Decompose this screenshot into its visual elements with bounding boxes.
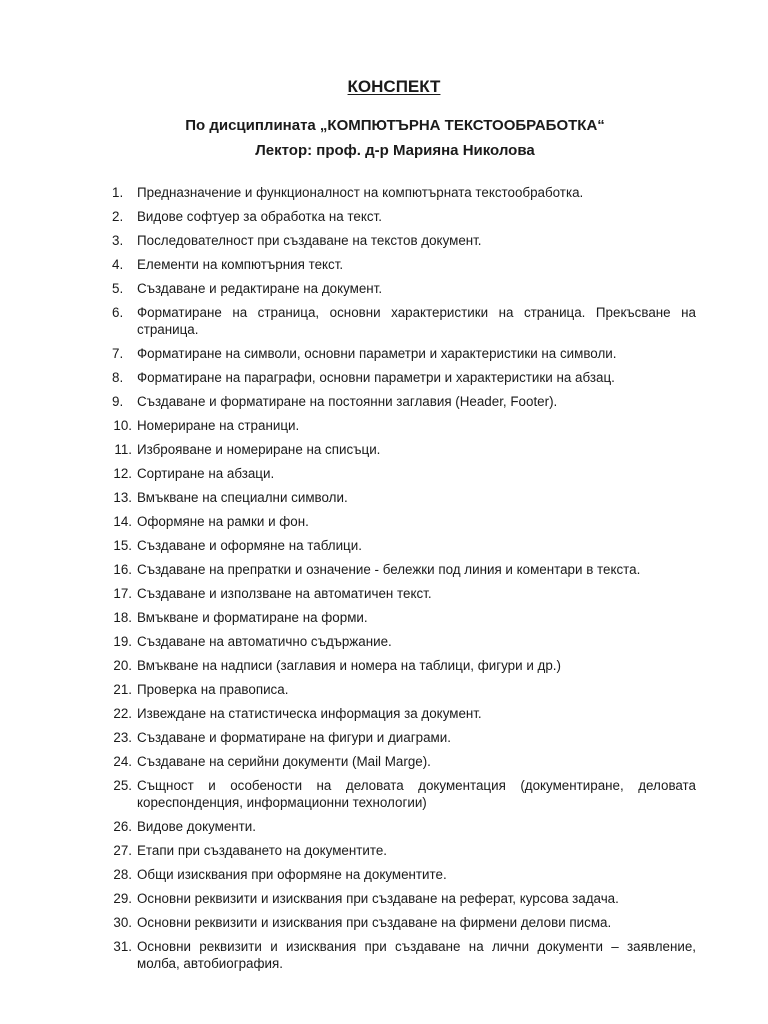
list-item — [0, 938, 768, 972]
list-item-text: Създаване и използване на автоматичен текст. — [137, 586, 432, 601]
list-item-number: 13. — [113, 490, 132, 505]
list-item-text: Общи изисквания при оформяне на документите. — [137, 867, 447, 882]
list-item — [0, 633, 768, 650]
list-item — [0, 842, 768, 859]
list-item — [0, 866, 768, 883]
list-item-number: 20. — [113, 658, 132, 673]
lecturer-subtitle: Лектор: проф. д-р Марияна Николова — [255, 142, 535, 159]
list-item-text: Оформяне на рамки и фон. — [137, 514, 309, 529]
list-item — [0, 537, 768, 554]
list-item — [0, 705, 768, 722]
list-item-number: 26. — [113, 819, 132, 834]
list-item-number: 19. — [113, 634, 132, 649]
list-item-text: Основни реквизити и изисквания при създаване на лични документи – заявление, молба, автобиография. — [137, 939, 696, 971]
list-item-text: Елементи на компютърния текст. — [137, 257, 344, 272]
list-item — [0, 417, 768, 434]
list-item-number: 31. — [113, 939, 132, 954]
list-item — [0, 304, 768, 338]
list-item-number: 22. — [113, 706, 132, 721]
list-item-text: Създаване и оформяне на таблици. — [137, 538, 362, 553]
list-item-number: 21. — [113, 682, 132, 697]
list-item-number: 9. — [112, 394, 124, 409]
list-item-number: 1. — [112, 185, 124, 200]
list-item-text: Етапи при създаването на документите. — [137, 843, 388, 858]
list-item-number: 11. — [114, 442, 132, 457]
list-item-text: Номериране на страници. — [137, 418, 300, 433]
list-item — [0, 232, 768, 249]
list-item — [0, 513, 768, 530]
list-item — [0, 561, 768, 578]
list-item-text: Създаване на препратки и означение - бележки под линия и коментари в текста. — [137, 562, 641, 577]
list-item-text: Създаване на автоматично съдържание. — [137, 634, 392, 649]
list-item — [0, 465, 768, 482]
list-item — [0, 256, 768, 273]
list-item-number: 15. — [113, 538, 132, 553]
list-item — [0, 369, 768, 386]
list-item-text: Създаване и форматиране на постоянни заглавия (Header, Footer). — [137, 394, 558, 409]
list-item — [0, 489, 768, 506]
list-item — [0, 681, 768, 698]
list-item — [0, 753, 768, 770]
list-item-number: 27. — [113, 843, 132, 858]
list-item-text: Извеждане на статистическа информация за документ. — [137, 706, 482, 721]
list-item-number: 18. — [113, 610, 132, 625]
list-item — [0, 914, 768, 931]
list-item-text: Същност и особености на деловата документация (документиране, деловата кореспонденция, информационни технологии) — [137, 778, 696, 810]
list-item-number: 2. — [112, 209, 124, 224]
list-item — [0, 393, 768, 410]
list-item-text: Видове софтуер за обработка на текст. — [137, 209, 382, 224]
list-item-text: Вмъкване на специални символи. — [137, 490, 348, 505]
list-item-number: 8. — [112, 370, 124, 385]
list-item-number: 3. — [112, 233, 124, 248]
list-item-text: Изброяване и номериране на списъци. — [137, 442, 381, 457]
list-item-text: Основни реквизити и изисквания при създаване на реферат, курсова задача. — [137, 891, 619, 906]
list-item-text: Форматиране на параграфи, основни параметри и характеристики на абзац. — [137, 370, 615, 385]
list-item-number: 23. — [113, 730, 132, 745]
list-item-text: Сортиране на абзаци. — [137, 466, 275, 481]
list-item — [0, 585, 768, 602]
list-item-number: 25. — [113, 778, 132, 793]
list-item — [0, 208, 768, 225]
discipline-subtitle: По дисциплината „КОМПЮТЪРНА ТЕКСТООБРАБОТКА“ — [185, 117, 605, 134]
list-item-number: 4. — [112, 257, 124, 272]
list-item — [0, 657, 768, 674]
list-item-number: 6. — [112, 305, 124, 320]
list-item-number: 12. — [113, 466, 132, 481]
list-item-number: 30. — [113, 915, 132, 930]
list-item-number: 24. — [113, 754, 132, 769]
list-item-number: 28. — [113, 867, 132, 882]
list-item — [0, 280, 768, 297]
list-item — [0, 441, 768, 458]
list-item-number: 7. — [112, 346, 124, 361]
list-item-text: Форматиране на страница, основни характеристики на страница. Прекъсване на страница. — [137, 305, 696, 337]
list-item-text: Вмъкване на надписи (заглавия и номера на таблици, фигури и др.) — [137, 658, 561, 673]
list-item — [0, 729, 768, 746]
list-item — [0, 818, 768, 835]
list-item — [0, 777, 768, 811]
list-item-number: 14. — [113, 514, 132, 529]
list-item-text: Форматиране на символи, основни параметри и характеристики на символи. — [137, 346, 617, 361]
topic-list — [0, 184, 768, 979]
list-item-text: Предназначение и функционалност на компютърната текстообработка. — [137, 185, 584, 200]
list-item-text: Видове документи. — [137, 819, 256, 834]
list-item-text: Вмъкване и форматиране на форми. — [137, 610, 368, 625]
list-item-text: Създаване и редактиране на документ. — [137, 281, 383, 296]
list-item-number: 17. — [113, 586, 132, 601]
list-item-number: 29. — [113, 891, 132, 906]
list-item-number: 10. — [113, 418, 132, 433]
list-item — [0, 890, 768, 907]
list-item-text: Създаване и форматиране на фигури и диаграми. — [137, 730, 451, 745]
list-item-text: Основни реквизити и изисквания при създаване на фирмени делови писма. — [137, 915, 612, 930]
list-item-text: Проверка на правописа. — [137, 682, 289, 697]
list-item — [0, 184, 768, 201]
list-item-text: Създаване на серийни документи (Mail Marge). — [137, 754, 431, 769]
list-item-text: Последователност при създаване на текстов документ. — [137, 233, 482, 248]
page-title: КОНСПЕКТ — [347, 77, 441, 96]
list-item-number: 16. — [113, 562, 132, 577]
list-item — [0, 609, 768, 626]
list-item — [0, 345, 768, 362]
list-item-number: 5. — [112, 281, 124, 296]
